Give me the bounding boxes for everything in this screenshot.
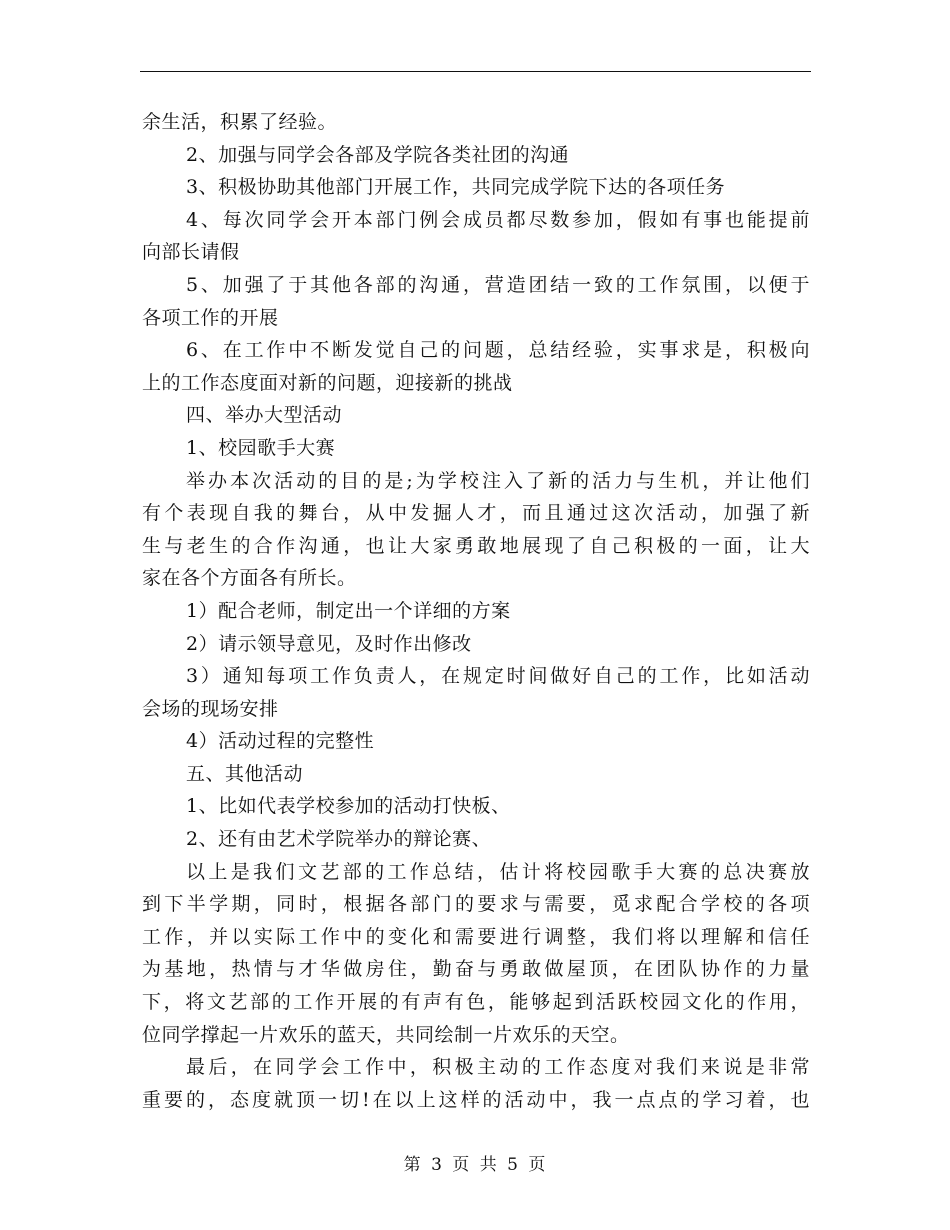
text-line: 上的工作态度面对新的问题，迎接新的挑战 [142, 371, 513, 394]
text-line: 举办本次活动的目的是;为学校注入了新的活力与生机，并让他们 [186, 469, 810, 492]
text-line: 3）通知每项工作负责人，在规定时间做好自己的工作，比如活动 [186, 665, 810, 688]
text-line: 位同学撑起一片欢乐的蓝天，共同绘制一片欢乐的天空。 [142, 1023, 630, 1046]
text-line: 余生活，积累了经验。 [142, 111, 338, 133]
page-number: 第 3 页 共 5 页 [403, 1155, 547, 1175]
text-line: 5、加强了于其他各部的沟通，营造团结一致的工作氛围，以便于 [186, 273, 810, 296]
text-line: 3、积极协助其他部门开展工作，共同完成学院下达的各项任务 [186, 176, 726, 199]
text-line: 最后，在同学会工作中，积极主动的工作态度对我们来说是非常 [186, 1056, 810, 1079]
text-line: 4）活动过程的完整性 [186, 730, 375, 753]
text-line: 到下半学期，同时，根据各部门的要求与需要，觅求配合学校的各项 [142, 893, 810, 916]
header-rule [140, 71, 811, 72]
document-body [142, 106, 810, 1116]
text-line: 1、比如代表学校参加的活动打快板、 [186, 795, 511, 818]
text-line: 有个表现自我的舞台，从中发掘人才，而且通过这次活动，加强了新 [142, 502, 810, 525]
text-line: 2、还有由艺术学院举办的辩论赛、 [186, 828, 492, 851]
section-heading: 四、举办大型活动 [186, 404, 343, 427]
text-line: 4、每次同学会开本部门例会成员都尽数参加，假如有事也能提前 [186, 208, 810, 231]
text-line: 6、在工作中不断发觉自己的问题，总结经验，实事求是，积极向 [186, 339, 810, 362]
text-line: 以上是我们文艺部的工作总结，估计将校园歌手大赛的总决赛放 [186, 860, 810, 883]
text-line: 向部长请假 [142, 241, 240, 264]
subsection-heading: 1、校园歌手大赛 [186, 436, 336, 459]
section-heading: 五、其他活动 [186, 762, 304, 785]
text-line: 会场的现场安排 [142, 697, 279, 720]
text-line: 下，将文艺部的工作开展的有声有色，能够起到活跃校园文化的作用， [142, 991, 810, 1014]
text-line: 工作，并以实际工作中的变化和需要进行调整，我们将以理解和信任 [142, 925, 810, 948]
text-line: 各项工作的开展 [142, 306, 279, 329]
text-line: 2、加强与同学会各部及学院各类社团的沟通 [186, 143, 570, 166]
text-line: 2）请示领导意见，及时作出修改 [186, 632, 472, 655]
text-line: 重要的，态度就顶一切!在以上这样的活动中，我一点点的学习着，也 [142, 1088, 810, 1111]
text-line: 生与老生的合作沟通，也让大家勇敢地展现了自己积极的一面，让大 [142, 534, 810, 557]
text-line: 家在各个方面各有所长。 [142, 567, 357, 590]
text-line: 为基地，热情与才华做房住，勤奋与勇敢做屋顶，在团队协作的力量 [142, 958, 810, 981]
text-line: 1）配合老师，制定出一个详细的方案 [186, 599, 511, 622]
